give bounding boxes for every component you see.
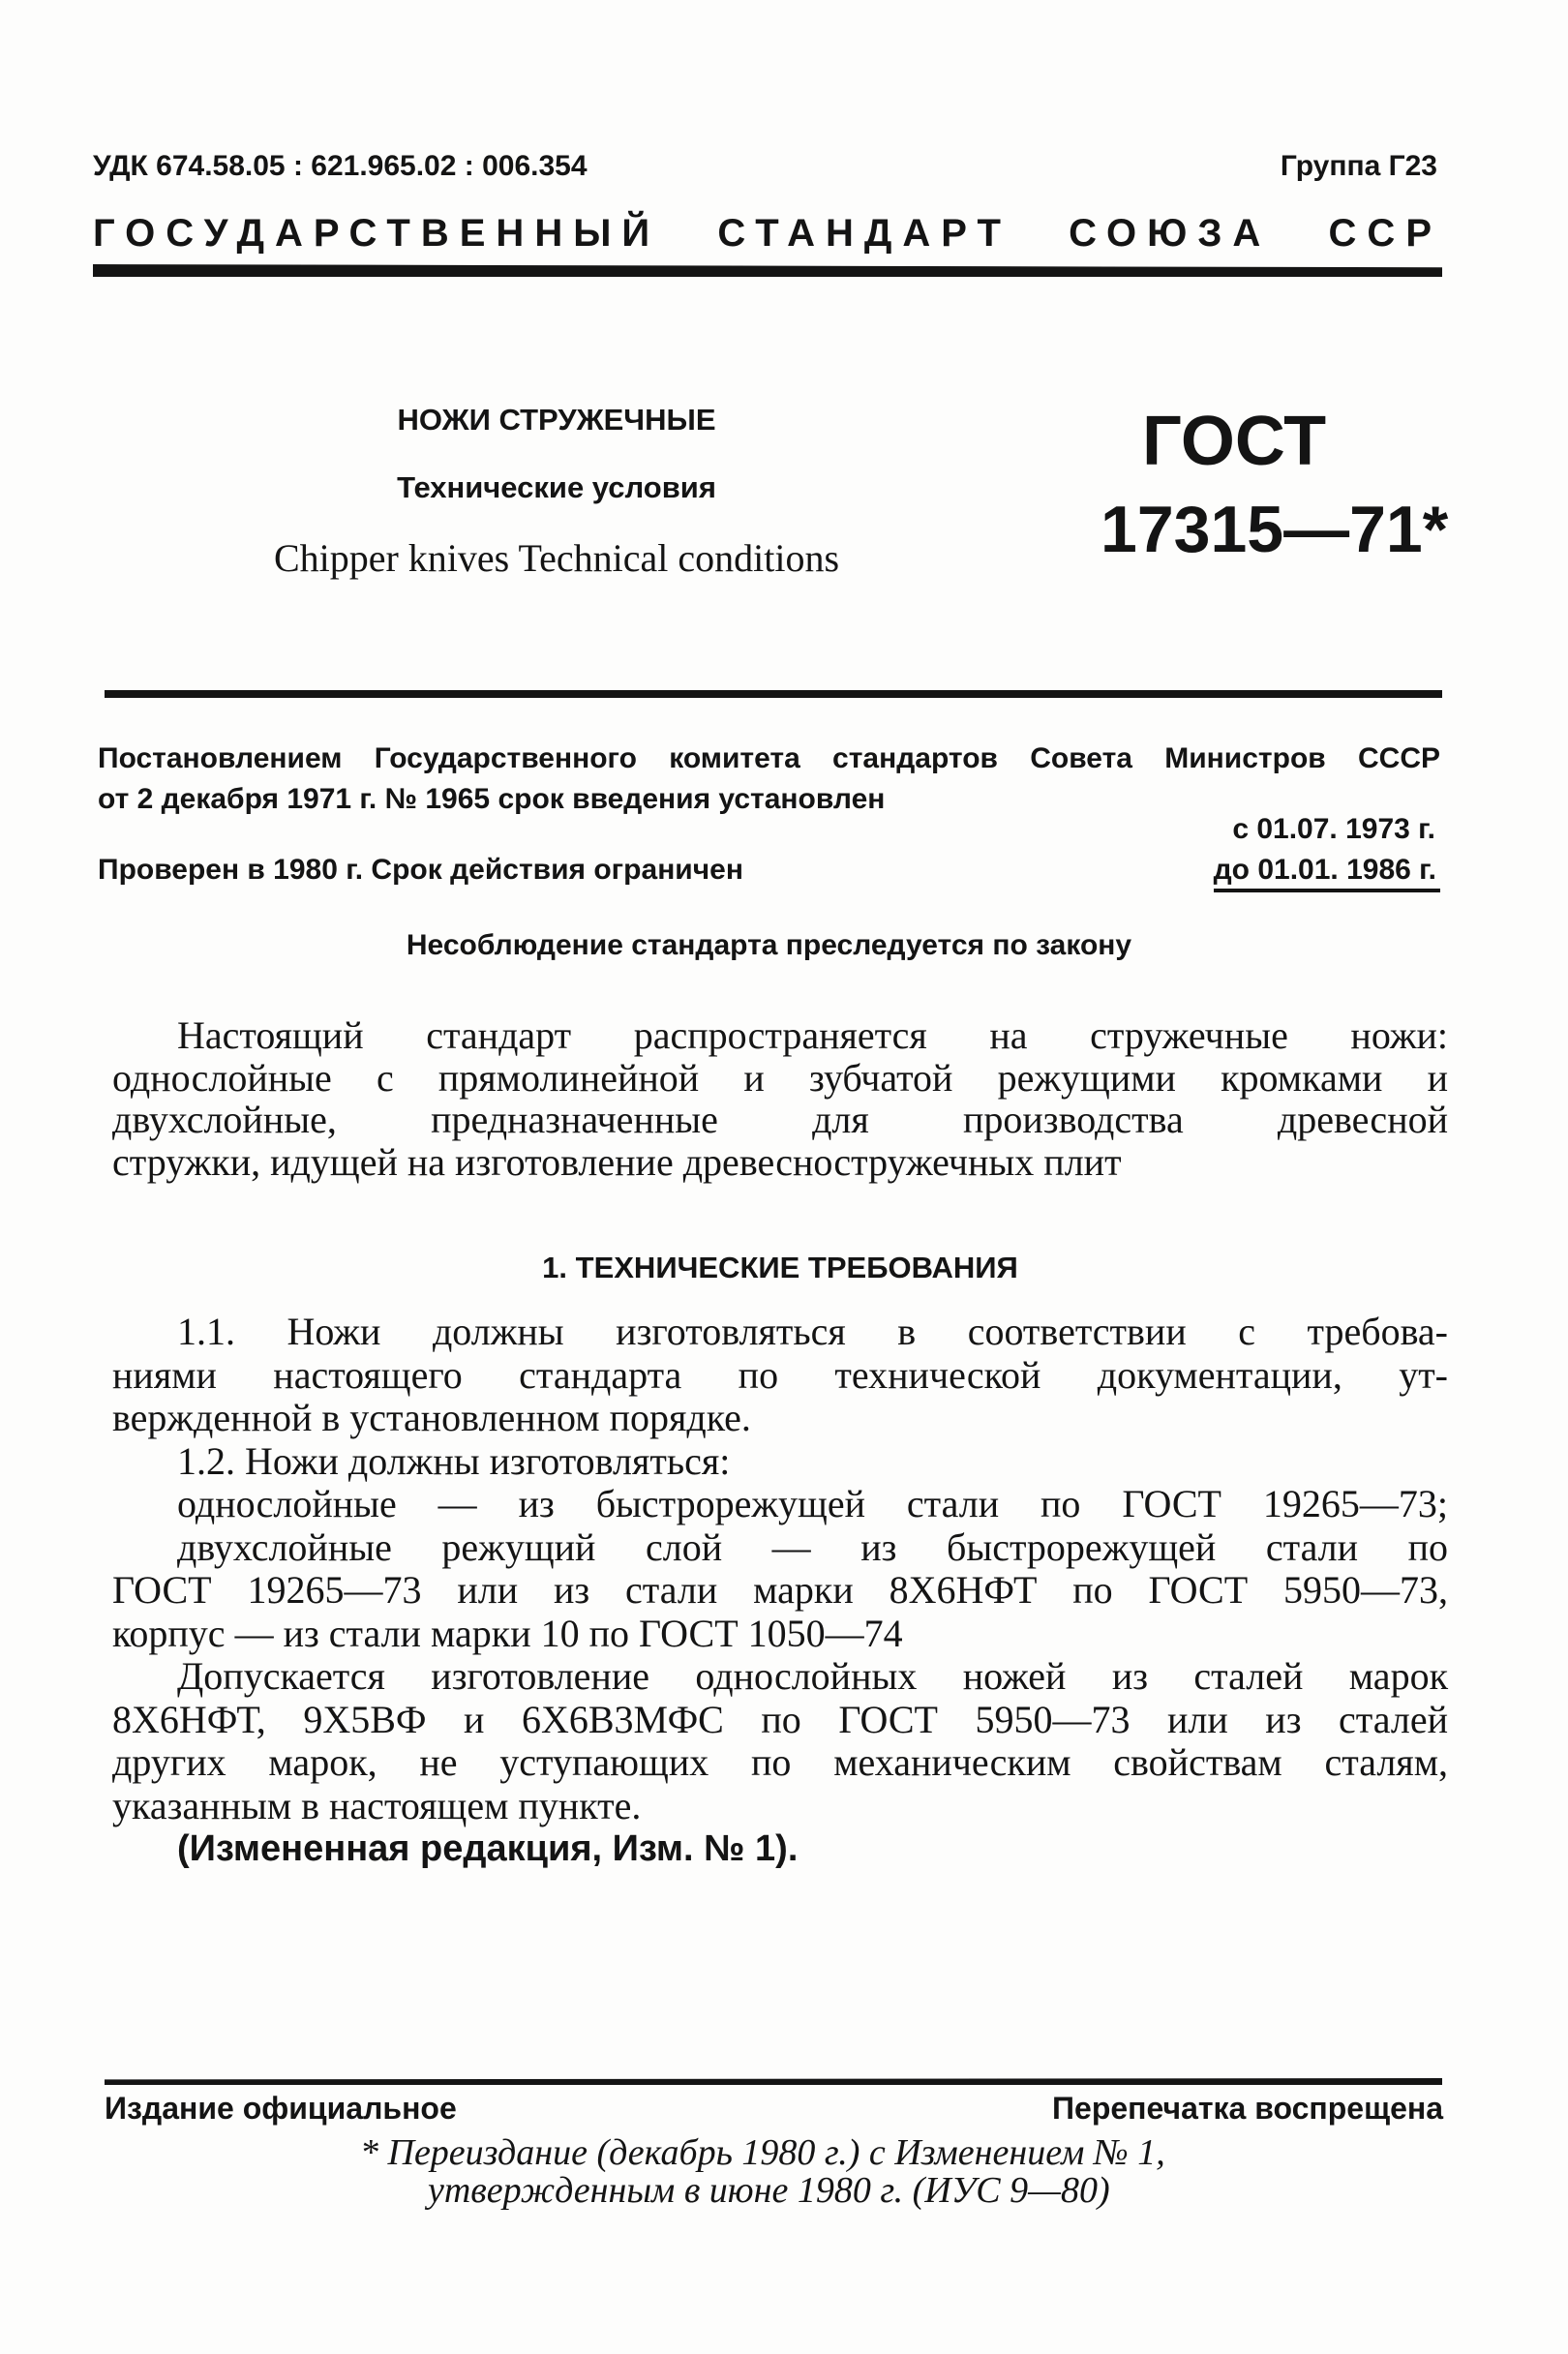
text-line: стружки, идущей на изготовление древесностружечных плит bbox=[112, 1139, 1122, 1184]
amendment-note: (Измененная редакция, Изм. № 1). bbox=[177, 1828, 799, 1869]
footer-rule bbox=[105, 2078, 1442, 2085]
text-line: корпус — из стали марки 10 по ГОСТ 1050—74 bbox=[112, 1611, 903, 1655]
title-rule bbox=[105, 690, 1442, 698]
standard-banner: ГОСУДАРСТВЕННЫЙ СТАНДАРТ СОЮЗА ССР bbox=[93, 212, 1442, 255]
gost-label: ГОСТ bbox=[1142, 403, 1327, 480]
text-line: однослойные с прямолинейной и зубчатой режущими кромками и bbox=[112, 1055, 1448, 1100]
document-title-english: Chipper knives Technical conditions bbox=[273, 536, 840, 580]
section-body bbox=[112, 1311, 1448, 1871]
approval-date: от 2 декабря 1971 г. № 1965 срок введения установлен bbox=[98, 783, 886, 815]
text-line: ниями настоящего стандарта по технической документации, ут- bbox=[112, 1352, 1448, 1397]
text-line: однослойные — из быстрорежущей стали по ГОСТ 19265—73; bbox=[177, 1482, 1448, 1525]
udc-code: УДК 674.58.05 : 621.965.02 : 006.354 bbox=[93, 150, 588, 182]
text-line: вержденной в установленном порядке. bbox=[112, 1396, 751, 1439]
footnote-line: * Переиздание (декабрь 1980 г.) с Изменением № 1, bbox=[360, 2132, 1165, 2173]
header-rule bbox=[93, 264, 1442, 277]
text-line: указанным в настоящем пункте. bbox=[112, 1783, 642, 1827]
text-line: Настоящий стандарт распространяется на стружечные ножи: bbox=[177, 1013, 1448, 1057]
text-line: других марок, не уступающих по механическим свойствам сталям, bbox=[112, 1740, 1448, 1784]
valid-until-date: до 01.01. 1986 г. bbox=[1214, 852, 1440, 892]
review-note: Проверен в 1980 г. Срок действия ограничен bbox=[98, 854, 743, 886]
gost-number: 17315—71* bbox=[1101, 493, 1449, 566]
intro-paragraph bbox=[112, 1014, 1448, 1183]
text-line: Допускается изготовление однослойных ножей из сталей марок bbox=[177, 1654, 1448, 1698]
text-line: двухслойные, предназначенные для производства древесной bbox=[112, 1098, 1448, 1141]
reprint-prohibited-label: Перепечатка воспрещена bbox=[1052, 2091, 1443, 2126]
text-line: 8Х6НФТ, 9Х5ВФ и 6Х6В3МФС по ГОСТ 5950—73 или из сталей bbox=[112, 1697, 1448, 1741]
official-edition-label: Издание официальное bbox=[105, 2091, 457, 2126]
effective-from-date: с 01.07. 1973 г. bbox=[1232, 813, 1435, 845]
document-title: НОЖИ СТРУЖЕЧНЫЕ bbox=[397, 403, 716, 437]
text-line: 1.2. Ножи должны изготовляться: bbox=[177, 1438, 731, 1483]
text-line: ГОСТ 19265—73 или из стали марки 8Х6НФТ по ГОСТ 5950—73, bbox=[112, 1568, 1448, 1612]
footnote-line: утвержденным в июне 1980 г. (ИУС 9—80) bbox=[428, 2170, 1110, 2211]
legal-notice: Несоблюдение стандарта преследуется по закону bbox=[406, 929, 1132, 961]
text-line: 1.1. Ножи должны изготовляться в соответствии с требова- bbox=[177, 1310, 1448, 1353]
approval-decree: Постановлением Государственного комитета стандартов Совета Министров СССР bbox=[98, 742, 1440, 774]
section-heading: 1. ТЕХНИЧЕСКИЕ ТРЕБОВАНИЯ bbox=[542, 1251, 1018, 1284]
text-line: двухслойные режущий слой — из быстрорежущей стали по bbox=[177, 1524, 1448, 1569]
group-code: Группа Г23 bbox=[1280, 150, 1437, 182]
document-subtitle: Технические условия bbox=[397, 470, 716, 504]
